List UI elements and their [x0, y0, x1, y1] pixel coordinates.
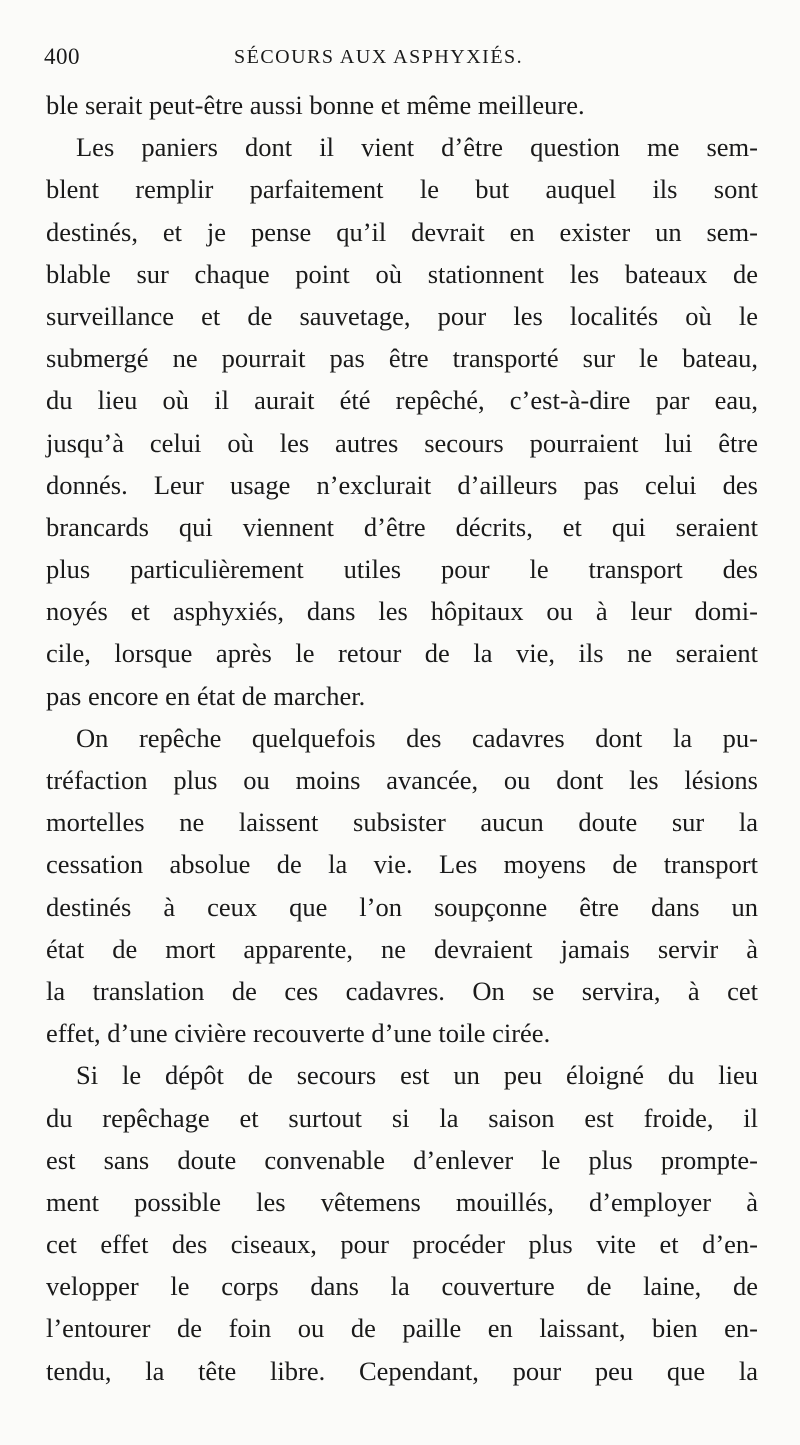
text-line: noyés et asphyxiés, dans les hôpitaux ou à leur domi-	[46, 596, 758, 627]
running-head	[44, 44, 770, 78]
text-line: du repêchage et surtout si la saison est froide, il	[46, 1102, 758, 1133]
text-line: ble serait peut-être aussi bonne et même meilleure.	[46, 90, 585, 120]
text-line: brancards qui viennent d’être décrits, et qui seraient	[46, 511, 758, 542]
text-line: tréfaction plus ou moins avancée, ou dont les lésions	[46, 765, 758, 795]
text-line: Si le dépôt de secours est un peu éloigné du lieu	[76, 1060, 758, 1091]
text-line: cile, lorsque après le retour de la vie, ils ne seraient	[46, 638, 758, 669]
page-number: 400	[44, 44, 80, 69]
text-line: tendu, la tête libre. Cependant, pour peu que la	[46, 1355, 758, 1386]
text-line: plus particulièrement utiles pour le transport des	[46, 554, 758, 585]
text-line: destinés, et je pense qu’il devrait en exister un sem-	[46, 216, 758, 247]
text-line: pas encore en état de marcher.	[46, 680, 366, 711]
text-line: est sans doute convenable d’enlever le plus prompte-	[46, 1144, 758, 1175]
text-line: velopper le corps dans la couverture de laine, de	[46, 1271, 758, 1302]
text-line: du lieu où il aurait été repêché, c’est-à-dire par eau,	[46, 385, 758, 416]
text-line: On repêche quelquefois des cadavres dont la pu-	[76, 722, 758, 753]
text-line: jusqu’à celui où les autres secours pourraient lui être	[46, 427, 758, 458]
text-line: cessation absolue de la vie. Les moyens de transport	[46, 849, 758, 880]
text-line: surveillance et de sauvetage, pour les localités où le	[46, 300, 758, 331]
text-line: donnés. Leur usage n’exclurait d’ailleurs pas celui des	[46, 469, 758, 500]
text-line: blent remplir parfaitement le but auquel ils sont	[46, 174, 758, 205]
text-line: effet, d’une civière recouverte d’une toile cirée.	[46, 1018, 551, 1049]
text-line: ment possible les vêtemens mouillés, d’employer à	[46, 1186, 758, 1217]
text-line: mortelles ne laissent subsister aucun doute sur la	[46, 807, 758, 838]
text-line: état de mort apparente, ne devraient jamais servir à	[46, 933, 758, 964]
text-line: submergé ne pourrait pas être transporté sur le bateau,	[46, 343, 758, 374]
text-line: Les paniers dont il vient d’être question me sem-	[76, 132, 758, 163]
text-line: la translation de ces cadavres. On se servira, à cet	[46, 975, 758, 1006]
text-line: l’entourer de foin ou de paille en laissant, bien en-	[46, 1313, 758, 1344]
running-title: SÉCOURS AUX ASPHYXIÉS.	[234, 46, 524, 68]
text-line: blable sur chaque point où stationnent les bateaux de	[46, 258, 758, 289]
body-text	[46, 84, 758, 1392]
text-line: destinés à ceux que l’on soupçonne être dans un	[46, 891, 758, 922]
text-line: cet effet des ciseaux, pour procéder plus vite et d’en-	[46, 1229, 758, 1260]
